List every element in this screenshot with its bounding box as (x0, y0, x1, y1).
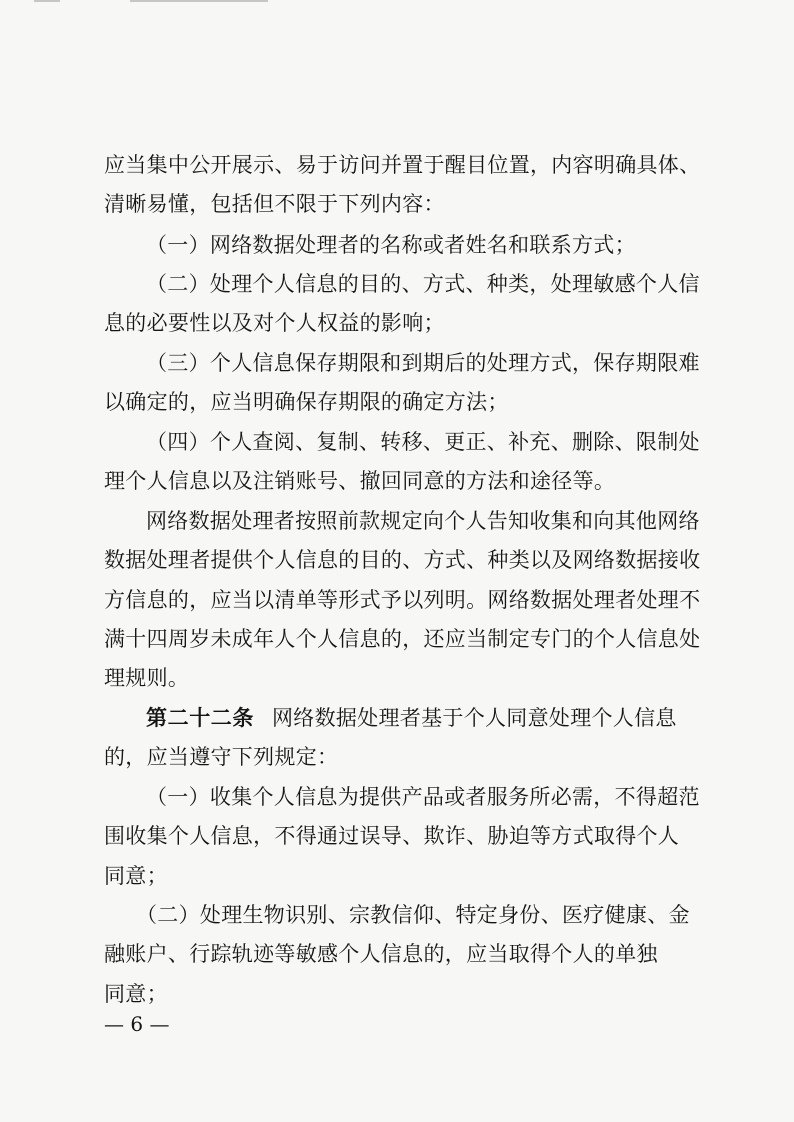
rule-2-line-3: 同意； (104, 982, 168, 1006)
paragraph-notice-line-5: 理规则。 (104, 666, 190, 690)
scan-mark-middle (130, 0, 268, 2)
body-line-2: 清晰易懂，包括但不限于下列内容： (104, 192, 445, 216)
list-item-retention-line-2: 以确定的，应当明确保存期限的确定方法； (104, 390, 509, 414)
rule-1-line-3: 同意； (104, 864, 168, 888)
paragraph-notice-line-2: 数据处理者提供个人信息的目的、方式、种类以及网络数据接收 (104, 548, 701, 572)
list-item-contact-info: （一）网络数据处理者的名称或者姓名和联系方式； (146, 233, 636, 257)
article-22-line-1: 网络数据处理者基于个人同意处理个人信息 (272, 706, 677, 730)
paragraph-notice-line-1: 网络数据处理者按照前款规定向个人告知收集和向其他网络 (146, 509, 700, 533)
rule-2-line-2: 融账户、行踪轨迹等敏感个人信息的，应当取得个人的单独 (104, 942, 658, 966)
paragraph-notice-line-4: 满十四周岁未成年人个人信息的，还应当制定专门的个人信息处 (104, 627, 701, 651)
list-item-rights-line-1: （四）个人查阅、复制、转移、更正、补充、删除、限制处 (146, 430, 700, 454)
list-item-purpose-line-2: 息的必要性以及对个人权益的影响； (104, 311, 445, 335)
rule-1-line-2: 围收集个人信息，不得通过误导、欺诈、胁迫等方式取得个人 (104, 824, 680, 848)
paragraph-notice-line-3: 方信息的，应当以清单等形式予以列明。网络数据处理者处理不 (104, 588, 701, 612)
article-22-title: 第二十二条 (146, 706, 254, 730)
scan-mark-left (34, 0, 60, 2)
list-item-retention-line-1: （三）个人信息保存期限和到期后的处理方式，保存期限难 (146, 351, 700, 375)
page-number: — 6 — (104, 1012, 170, 1036)
list-item-purpose-line-1: （二）处理个人信息的目的、方式、种类，处理敏感个人信 (146, 272, 700, 296)
body-line-1: 应当集中公开展示、易于访问并置于醒目位置，内容明确具体、 (104, 153, 701, 177)
rule-1-line-1: （一）收集个人信息为提供产品或者服务所必需，不得超范 (146, 785, 700, 809)
list-item-rights-line-2: 理个人信息以及注销账号、撤回同意的方法和途径等。 (104, 469, 616, 493)
article-22-line-2: 的，应当遵守下列规定： (104, 745, 339, 769)
rule-2-line-1: （二）处理生物识别、宗教信仰、特定身份、医疗健康、金 (136, 903, 690, 927)
